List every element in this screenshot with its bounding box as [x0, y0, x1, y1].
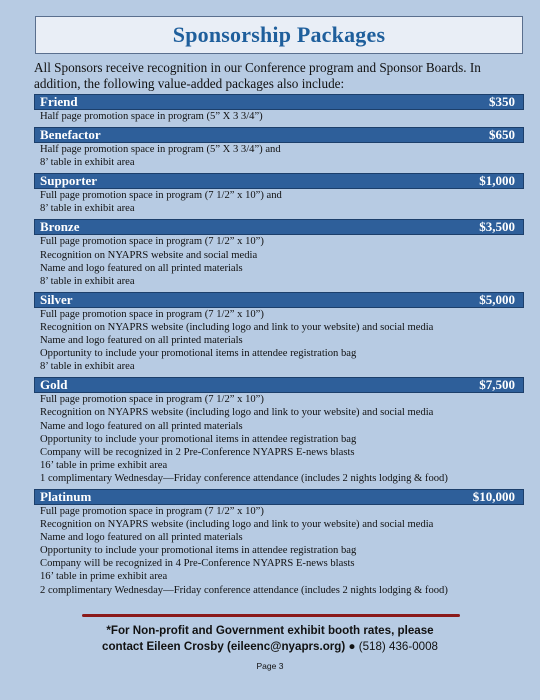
- benefit-item: 8’ table in exhibit area: [40, 203, 135, 215]
- package-header: [34, 377, 524, 393]
- benefit-item: 16’ table in prime exhibit area: [40, 571, 168, 583]
- package-benefits: [34, 143, 524, 169]
- package-benefits: [34, 393, 524, 485]
- package-header: [34, 489, 524, 505]
- package-name: Bronze: [40, 219, 80, 235]
- benefit-item: Recognition on NYAPRS website (including logo and link to your website) and social media: [40, 407, 434, 419]
- package-gold: [34, 377, 524, 485]
- package-platinum: [34, 489, 524, 597]
- package-name: Benefactor: [40, 127, 101, 143]
- benefit-item: 1 complimentary Wednesday—Friday conference attendance (includes 2 nights lodging & food): [40, 472, 448, 484]
- package-header: [34, 94, 524, 110]
- divider-rule: [82, 614, 460, 617]
- package-name: Friend: [40, 94, 78, 109]
- intro-line: addition, the following value-added packages also include:: [34, 75, 345, 91]
- benefit-item: Company will be recognized in 2 Pre-Conference NYAPRS E-news blasts: [40, 446, 355, 458]
- note-phone: ● (518) 436-0008: [348, 640, 438, 653]
- package-benefits: [34, 110, 524, 123]
- package-bronze: [34, 219, 524, 287]
- package-header: [34, 219, 524, 235]
- package-price: $7,500: [479, 377, 515, 393]
- benefit-item: Full page promotion space in program (7 1/2” x 10”) and: [40, 190, 282, 202]
- benefit-item: Name and logo featured on all printed materials: [40, 420, 243, 432]
- package-silver: [34, 292, 524, 373]
- benefit-item: Recognition on NYAPRS website and social media: [40, 249, 258, 261]
- benefit-item: Full page promotion space in program (7 1/2” x 10”): [40, 505, 264, 517]
- package-name: Gold: [40, 377, 68, 393]
- benefit-item: Full page promotion space in program (7 1/2” x 10”): [40, 236, 264, 248]
- package-price: $5,000: [479, 291, 515, 307]
- benefit-item: Opportunity to include your promotional items in attendee registration bag: [40, 348, 357, 360]
- package-header: [34, 173, 524, 189]
- benefit-item: Full page promotion space in program (7 1/2” x 10”): [40, 394, 264, 406]
- page-title: Sponsorship Packages: [172, 22, 386, 47]
- package-price: $1,000: [479, 173, 515, 189]
- package-benefactor: [34, 127, 524, 169]
- package-benefits: [34, 505, 524, 597]
- package-friend: [34, 94, 524, 123]
- page-number: Page 3: [256, 661, 284, 671]
- intro-paragraph: [34, 60, 522, 91]
- benefit-item: 8’ table in exhibit area: [40, 275, 135, 287]
- benefit-item: Half page promotion space in program (5” X 3 3/4”): [40, 111, 263, 122]
- package-price: $10,000: [472, 488, 515, 504]
- package-name: Silver: [40, 291, 73, 307]
- title-box: [35, 16, 523, 54]
- package-header: [34, 127, 524, 143]
- benefit-item: Opportunity to include your promotional items in attendee registration bag: [40, 433, 357, 445]
- benefit-item: Full page promotion space in program (7 1/2” x 10”): [40, 308, 264, 320]
- benefit-item: Name and logo featured on all printed materials: [40, 262, 243, 274]
- benefit-item: Half page promotion space in program (5” X 3 3/4”) and: [40, 144, 281, 156]
- benefit-item: Name and logo featured on all printed materials: [40, 335, 243, 347]
- benefit-item: Recognition on NYAPRS website (including logo and link to your website) and social media: [40, 519, 434, 531]
- intro-line: All Sponsors receive recognition in our Conference program and Sponsor Boards. In: [34, 60, 481, 75]
- package-benefits: [34, 308, 524, 373]
- benefit-item: 16’ table in prime exhibit area: [40, 459, 168, 471]
- package-supporter: [34, 173, 524, 215]
- package-price: $650: [489, 127, 515, 143]
- benefit-item: 2 complimentary Wednesday—Friday conference attendance (includes 2 nights lodging & food): [40, 584, 448, 596]
- note-contact: [0, 639, 540, 655]
- note-line: *For Non-profit and Government exhibit booth rates, please: [106, 624, 434, 637]
- benefit-item: 8’ table in exhibit area: [40, 361, 135, 373]
- package-name: Supporter: [40, 173, 98, 189]
- benefit-item: Name and logo featured on all printed materials: [40, 532, 243, 544]
- package-benefits: [34, 235, 524, 287]
- benefit-item: Recognition on NYAPRS website (including logo and link to your website) and social media: [40, 321, 434, 333]
- sponsor-note: [0, 623, 540, 655]
- package-price: $350: [489, 94, 515, 109]
- benefit-item: Company will be recognized in 4 Pre-Conference NYAPRS E-news blasts: [40, 558, 355, 570]
- package-header: [34, 292, 524, 308]
- package-price: $3,500: [479, 219, 515, 235]
- package-name: Platinum: [40, 488, 92, 504]
- benefit-item: 8’ table in exhibit area: [40, 157, 135, 169]
- note-line: contact Eileen Crosby (eileenc@nyaprs.org): [102, 640, 346, 653]
- packages-list: [34, 94, 524, 601]
- benefit-item: Opportunity to include your promotional items in attendee registration bag: [40, 545, 357, 557]
- package-benefits: [34, 189, 524, 215]
